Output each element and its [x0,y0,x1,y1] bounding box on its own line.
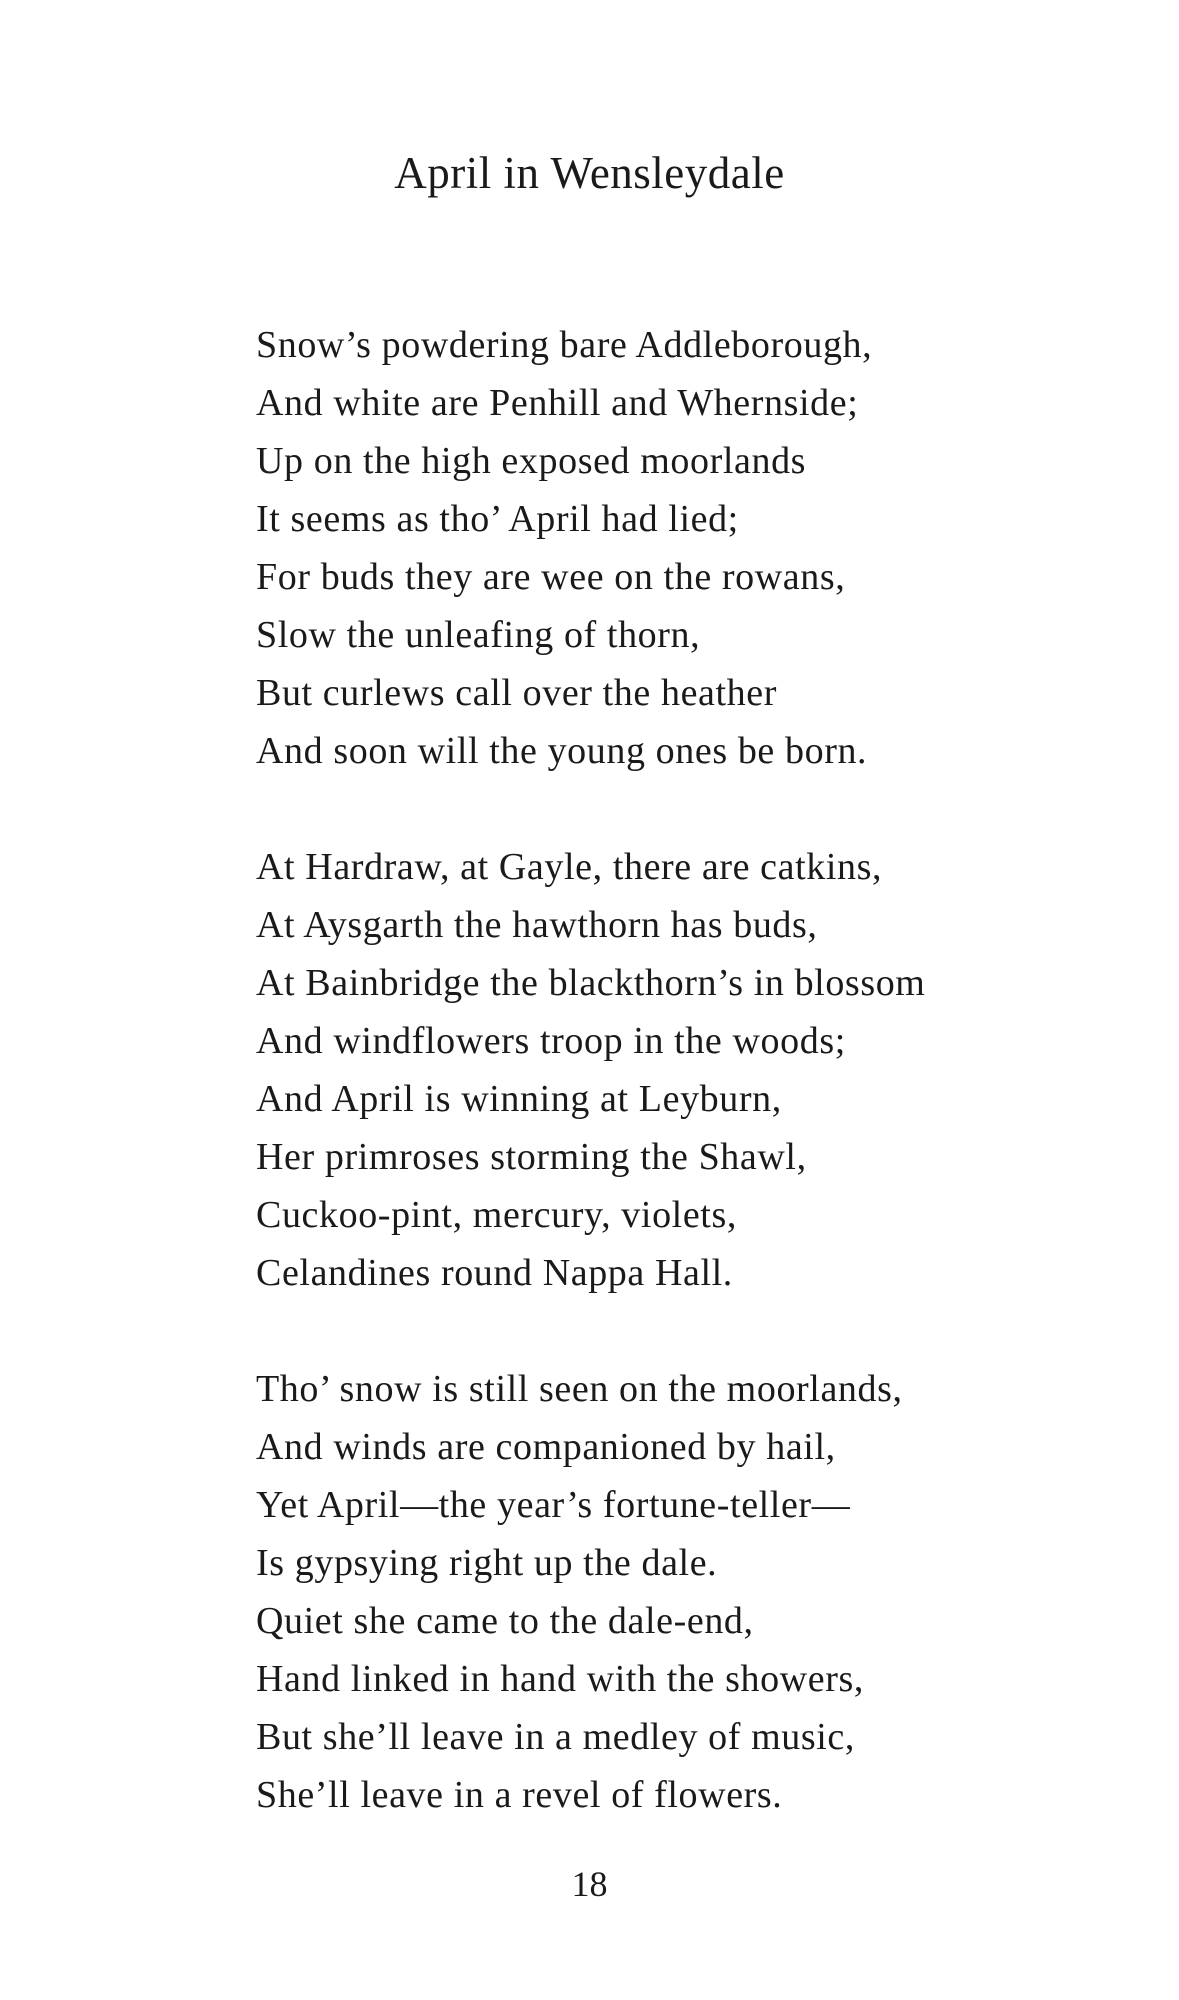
poem-line: Yet April—the year’s fortune-teller— [256,1484,851,1526]
poem-line: At Bainbridge the blackthorn’s in blossom [256,962,926,1004]
poem-line: At Aysgarth the hawthorn has buds, [256,904,818,946]
stanza-3 [256,1360,1156,1824]
stanza-2 [256,838,1156,1302]
poem-line: At Hardraw, at Gayle, there are catkins, [256,846,883,888]
poem-line: And winds are companioned by hail, [256,1426,836,1468]
poem-line: And windflowers troop in the woods; [256,1020,846,1062]
poem-line: Up on the high exposed moorlands [256,440,807,482]
poem-line: And white are Penhill and Whernside; [256,382,859,424]
stanza-1 [256,316,1156,780]
poem-line: Quiet she came to the dale-end, [256,1600,754,1642]
poem-line: She’ll leave in a revel of flowers. [256,1774,783,1816]
poem-line: And soon will the young ones be born. [256,730,868,772]
poem-line: Celandines round Nappa Hall. [256,1252,733,1294]
poem-line: It seems as tho’ April had lied; [256,498,739,540]
poem-line: For buds they are wee on the rowans, [256,556,846,598]
poem-line: And April is winning at Leyburn, [256,1078,782,1120]
poem-line: Is gypsying right up the dale. [256,1542,718,1584]
poem-line: Hand linked in hand with the showers, [256,1658,864,1700]
page-number: 18 [571,1864,608,1904]
poem-line: Cuckoo-pint, mercury, violets, [256,1194,737,1236]
poem-line: Tho’ snow is still seen on the moorlands, [256,1368,903,1410]
poem-line: But curlews call over the heather [256,672,777,714]
poem-line: Her primroses storming the Shawl, [256,1136,807,1178]
poem-line: But she’ll leave in a medley of music, [256,1716,855,1758]
poem-line: Slow the unleafing of thorn, [256,614,701,656]
poem-body [256,316,1156,1824]
poem-title: April in Wensleydale [394,148,785,198]
poem-line: Snow’s powdering bare Addleborough, [256,324,873,366]
